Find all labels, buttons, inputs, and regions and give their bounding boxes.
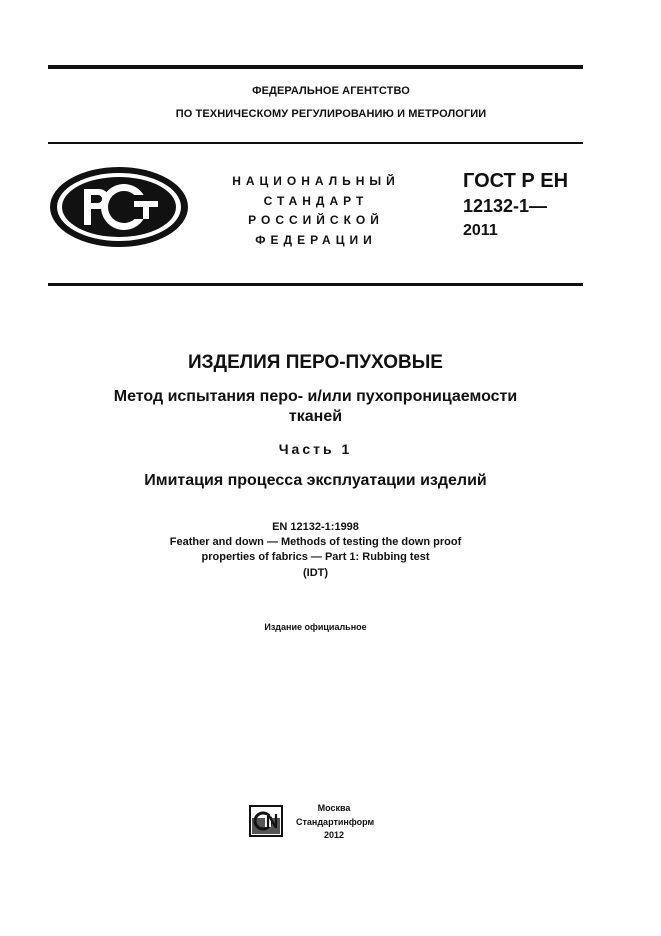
en-reference-title-line-2: properties of fabrics — Part 1: Rubbing test: [201, 551, 430, 563]
standard-designation-line-1: ГОСТ Р ЕН: [463, 170, 569, 192]
header-rule: [48, 142, 583, 144]
publisher-name: Стандартинформ: [296, 817, 375, 827]
part-title: Имитация процесса эксплуатации изделий: [144, 472, 487, 489]
en-reference-equivalence: (IDT): [302, 567, 329, 579]
national-standard-line-1: НАЦИОНАЛЬНЫЙ: [232, 174, 400, 188]
national-standard-line-3: РОССИЙСКОЙ: [248, 213, 384, 227]
en-reference-title-line-1: Feather and down — Methods of testing the down proof: [169, 536, 462, 548]
agency-name-line-1: ФЕДЕРАЛЬНОЕ АГЕНТСТВО: [252, 85, 410, 97]
top-rule: [48, 65, 583, 69]
publisher-city: Москва: [317, 803, 351, 813]
agency-name-line-2: ПО ТЕХНИЧЕСКОМУ РЕГУЛИРОВАНИЮ И МЕТРОЛОГИИ: [175, 108, 487, 120]
standartinform-logo-icon: [248, 804, 284, 838]
document-subtitle-line-1: Метод испытания перо- и/или пухопроницаемости: [113, 388, 518, 405]
document-subtitle-line-2: тканей: [288, 408, 343, 425]
official-edition-label: Издание официальное: [264, 622, 367, 632]
national-standard-line-2: СТАНДАРТ: [263, 194, 369, 208]
standard-designation-line-2: 12132-1—: [463, 196, 548, 216]
title-block-rule: [48, 283, 583, 286]
publication-year: 2012: [323, 830, 345, 840]
standard-designation-line-3: 2011: [463, 222, 498, 239]
document-title: ИЗДЕЛИЯ ПЕРО-ПУХОВЫЕ: [188, 352, 443, 373]
en-reference-code: EN 12132-1:1998: [272, 521, 359, 533]
gost-r-certification-logo-icon: [48, 165, 190, 249]
part-number: Часть 1: [278, 441, 353, 457]
national-standard-line-4: ФЕДЕРАЦИИ: [255, 233, 377, 247]
